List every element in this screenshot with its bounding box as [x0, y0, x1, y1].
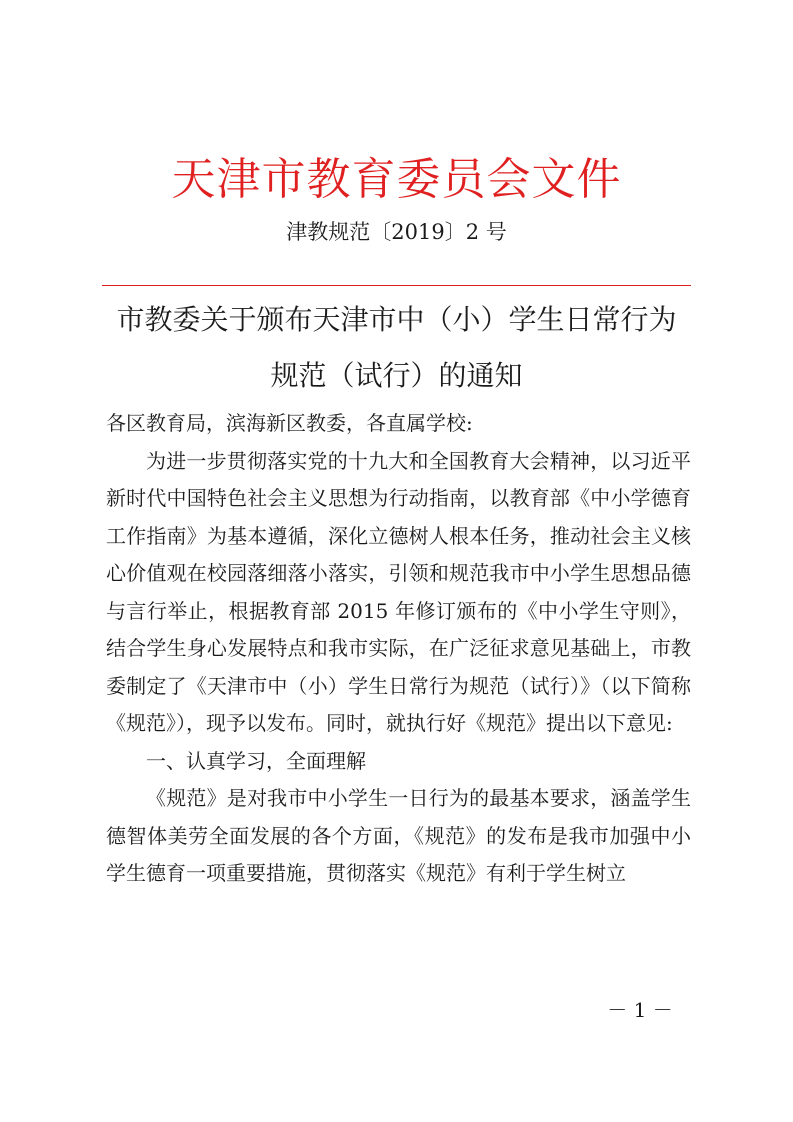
page-number: － 1 －	[607, 998, 673, 1022]
body-paragraph-1: 为进一步贯彻落实党的十九大和全国教育大会精神，以习近平新时代中国特色社会主义思想为行动指南，以教育部《中小学德育工作指南》为基本遵循，深化立德树人根本任务，推动社会主义核心价值观在校园落细落小落实，引领和规范我市中小学生思想品德与言行举止，根据教育部 2015 年修订颁布的《中小学生守则》，结合学生身心发展特点和我市实际，在广泛征求意见基础上，市教委制定了《天津市中（小）学生日常行为规范（试行）》（以下简称《规范》），现予以发布。同时，就执行好《规范》提出以下意见:	[106, 448, 691, 735]
notice-title	[0, 292, 793, 404]
section-heading-1: 一、认真学习，全面理解	[146, 748, 366, 773]
document-body	[106, 405, 691, 893]
document-header-title: 天津市教育委员会文件	[171, 154, 622, 205]
notice-title-line-1: 市教委关于颁布天津市中（小）学生日常行为	[116, 303, 677, 336]
document-number: 津教规范〔2019〕2 号	[286, 220, 507, 244]
salutation: 各区教育局，滨海新区教委，各直属学校:	[106, 411, 473, 435]
red-divider-line	[102, 285, 691, 286]
notice-title-line-2: 规范（试行）的通知	[270, 359, 523, 392]
body-paragraph-2: 《规范》是对我市中小学生一日行为的最基本要求，涵盖学生德智体美劳全面发展的各个方面，《规范》的发布是我市加强中小学生德育一项重要措施，贯彻落实《规范》有利于学生树立	[106, 786, 691, 885]
